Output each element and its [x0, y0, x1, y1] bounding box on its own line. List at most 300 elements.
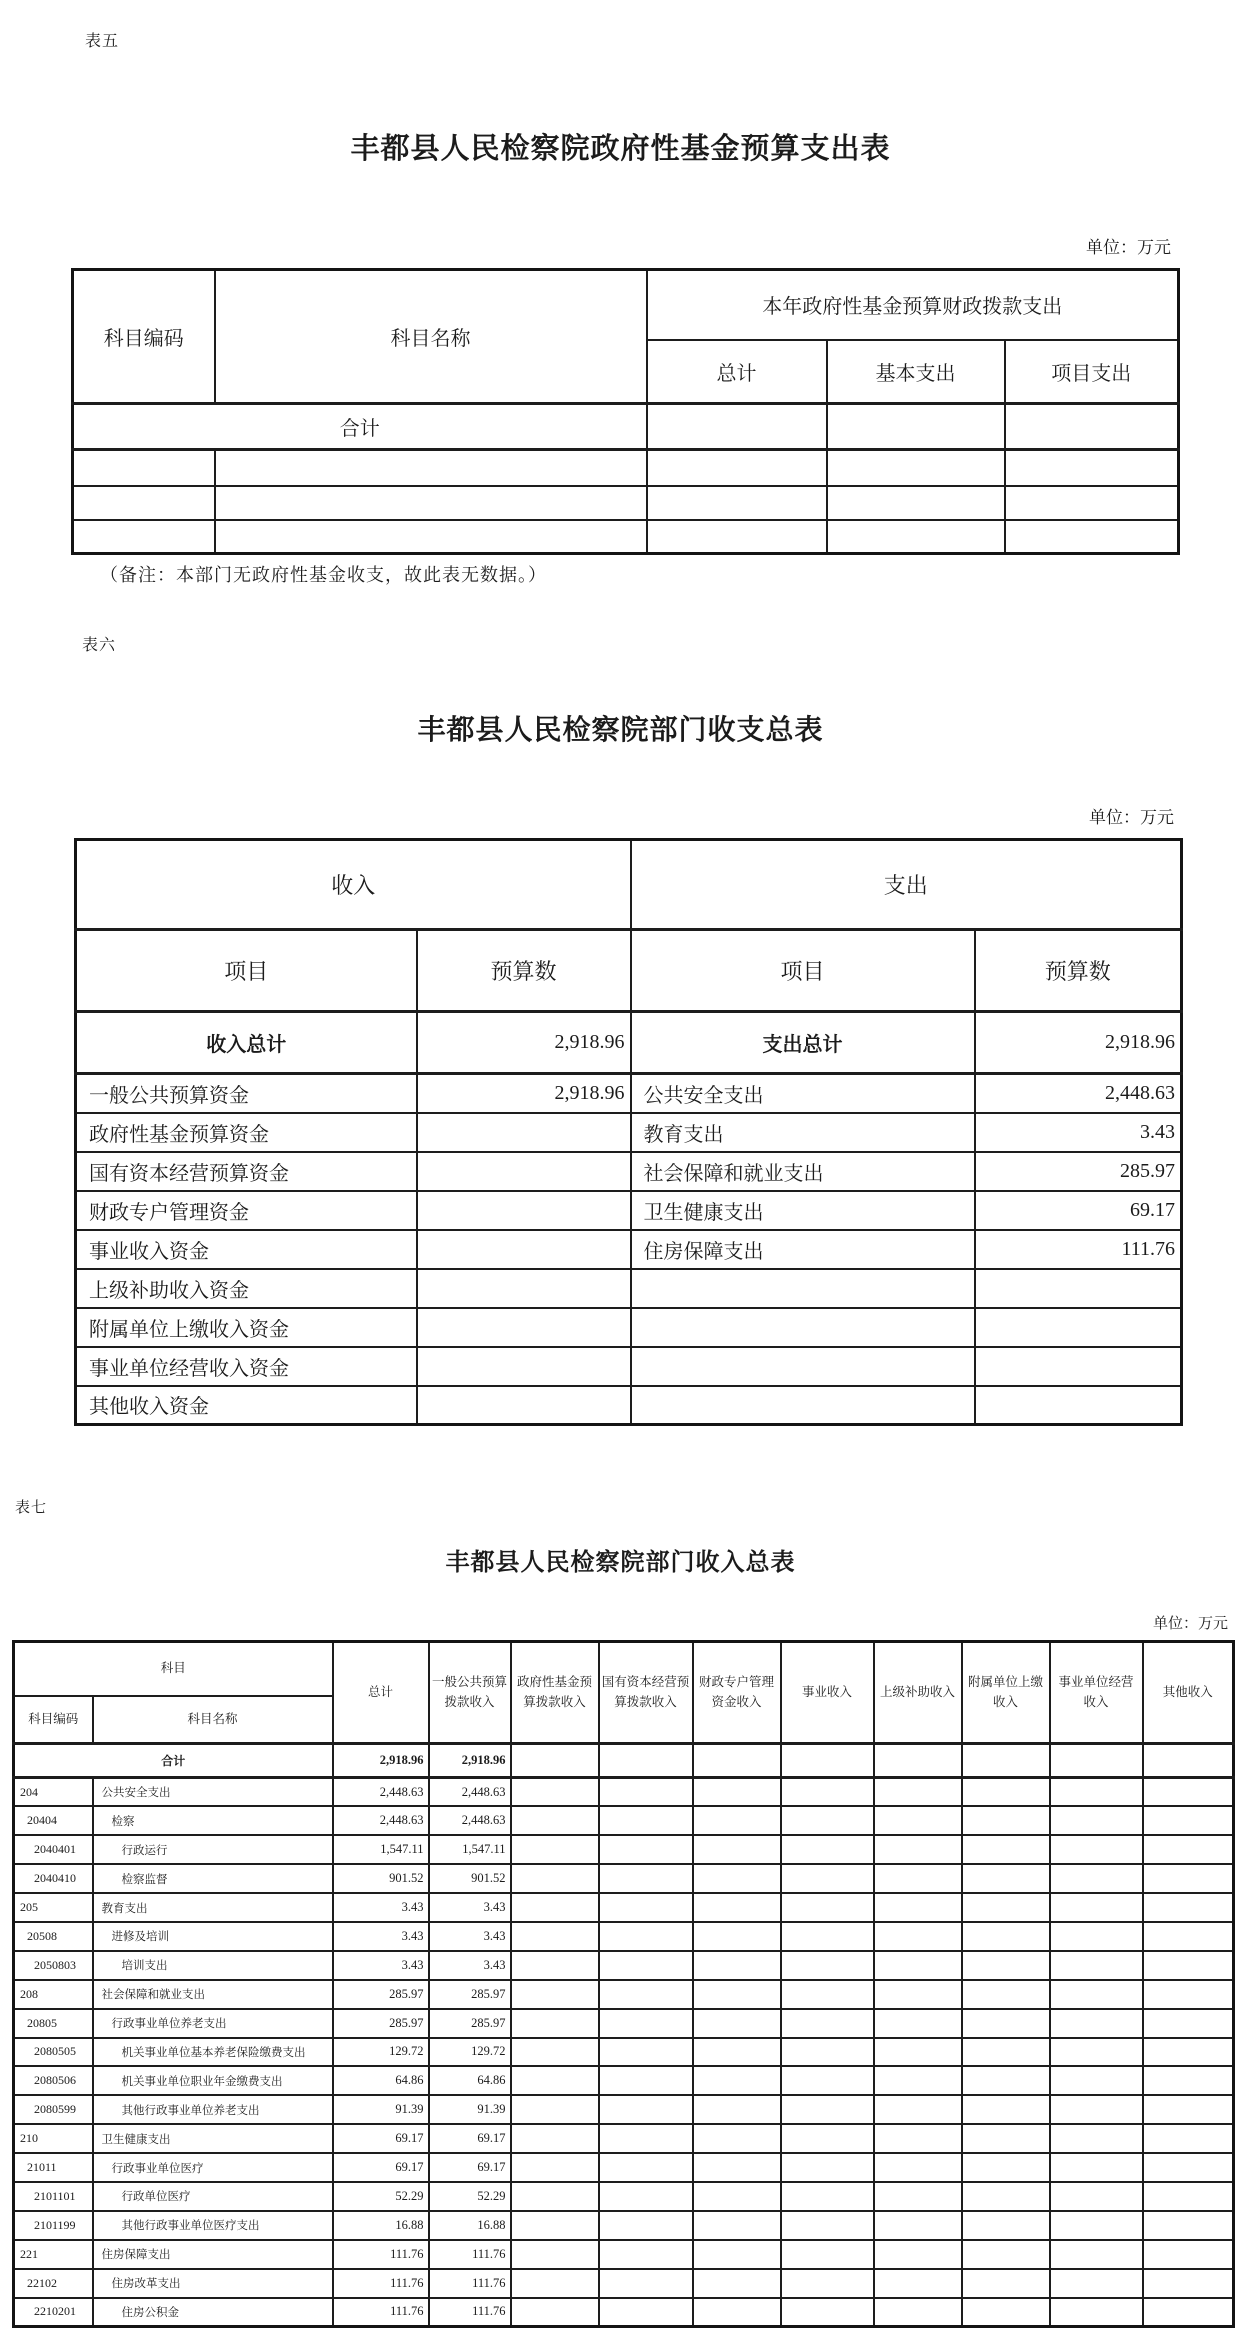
empty-cell: [511, 2298, 599, 2327]
empty-cell: [827, 450, 1005, 486]
empty-cell: [599, 2038, 693, 2067]
empty-cell: [599, 2211, 693, 2240]
t7-name-cell: 社会保障和就业支出: [93, 1980, 333, 2009]
empty-cell: [511, 1980, 599, 2009]
empty-cell: [1050, 2095, 1143, 2124]
empty-cell: [962, 2095, 1050, 2124]
empty-cell: [962, 2124, 1050, 2153]
empty-cell: [693, 1864, 781, 1893]
empty-cell: [693, 1922, 781, 1951]
t7-header-col-superior-subsidy: 上级补助收入: [874, 1642, 962, 1744]
empty-cell: [511, 2038, 599, 2067]
empty-cell: [511, 1893, 599, 1922]
empty-cell: [511, 2066, 599, 2095]
t7-code-cell: 2080599: [14, 2095, 93, 2124]
table-row: [76, 1230, 1182, 1269]
t7-general-cell: 111.76: [429, 2298, 511, 2327]
empty-cell: [1050, 2182, 1143, 2211]
empty-cell: [511, 1951, 599, 1980]
empty-cell: [874, 1864, 962, 1893]
t6-expense-item: [631, 1347, 975, 1386]
empty-cell: [1143, 2240, 1234, 2269]
t7-total-cell: 3.43: [333, 1951, 429, 1980]
empty-cell: [874, 2182, 962, 2211]
table-row: [76, 1269, 1182, 1308]
t7-general-cell: 1,547.11: [429, 1835, 511, 1864]
t6-income-total-label: 收入总计: [76, 1012, 417, 1074]
t7-header-col-general-public: 一般公共预算拨款收入: [429, 1642, 511, 1744]
empty-cell: [827, 486, 1005, 520]
empty-cell: [1050, 1980, 1143, 2009]
table-row: [14, 1778, 1234, 1807]
t6-income-value: [417, 1191, 631, 1230]
t7-total-cell: 16.88: [333, 2211, 429, 2240]
t7-name-cell: 住房改革支出: [93, 2269, 333, 2298]
t6-expense-item: [631, 1308, 975, 1347]
t7-total-cell: 111.76: [333, 2269, 429, 2298]
empty-cell: [599, 1744, 693, 1778]
table-row: [14, 1893, 1234, 1922]
empty-cell: [215, 486, 647, 520]
empty-cell: [874, 1893, 962, 1922]
empty-cell: [1143, 2211, 1234, 2240]
t7-total-cell: 3.43: [333, 1893, 429, 1922]
empty-cell: [647, 486, 827, 520]
empty-cell: [599, 2240, 693, 2269]
t6-income-item: 附属单位上缴收入资金: [76, 1308, 417, 1347]
table-row: [14, 2038, 1234, 2067]
t7-code-cell: 20404: [14, 1806, 93, 1835]
empty-cell: [781, 1864, 874, 1893]
empty-cell: [693, 1835, 781, 1864]
empty-cell: [1143, 2009, 1234, 2038]
empty-cell: [599, 1778, 693, 1807]
t7-general-cell: 69.17: [429, 2124, 511, 2153]
empty-cell: [647, 404, 827, 450]
t6-expense-item: 住房保障支出: [631, 1230, 975, 1269]
t6-expense-value: [975, 1308, 1182, 1347]
table-row: [14, 2211, 1234, 2240]
t6-header-budget-expense: 预算数: [975, 930, 1182, 1012]
t6-income-value: [417, 1230, 631, 1269]
t5-header-code: 科目编码: [73, 270, 215, 404]
t7-total-row-label: 合计: [14, 1744, 333, 1778]
empty-cell: [1005, 404, 1179, 450]
t7-total-cell: 111.76: [333, 2298, 429, 2327]
t7-code-cell: 204: [14, 1778, 93, 1807]
empty-cell: [693, 1744, 781, 1778]
empty-cell: [1143, 2153, 1234, 2182]
t5-header-total: 总计: [647, 340, 827, 404]
empty-cell: [599, 1922, 693, 1951]
t7-general-cell: 901.52: [429, 1864, 511, 1893]
empty-cell: [599, 2095, 693, 2124]
t7-code-cell: 2080505: [14, 2038, 93, 2067]
empty-cell: [1050, 1893, 1143, 1922]
table-row: [73, 520, 1179, 554]
empty-cell: [1050, 1864, 1143, 1893]
t7-general-cell: 111.76: [429, 2240, 511, 2269]
t6-expense-value: 111.76: [975, 1230, 1182, 1269]
t6-header-expense: 支出: [631, 840, 1182, 930]
table-row: [14, 1951, 1234, 1980]
table-row: [76, 840, 1182, 930]
empty-cell: [962, 1778, 1050, 1807]
empty-cell: [511, 2124, 599, 2153]
t7-total-cell: 2,448.63: [333, 1778, 429, 1807]
t7-general-cell: 2,448.63: [429, 1778, 511, 1807]
t7-total-cell: 3.43: [333, 1922, 429, 1951]
table-row: [14, 1642, 1234, 1696]
t7-name-cell: 公共安全支出: [93, 1778, 333, 1807]
t7-header-col-state-capital: 国有资本经营预算拨款收入: [599, 1642, 693, 1744]
t6-expense-item: 公共安全支出: [631, 1074, 975, 1113]
empty-cell: [781, 1778, 874, 1807]
t7-name-cell: 其他行政事业单位养老支出: [93, 2095, 333, 2124]
empty-cell: [962, 1980, 1050, 2009]
empty-cell: [1050, 1744, 1143, 1778]
t7-total-cell: 69.17: [333, 2124, 429, 2153]
t5-header-name: 科目名称: [215, 270, 647, 404]
empty-cell: [962, 1864, 1050, 1893]
t6-income-value: [417, 1386, 631, 1425]
empty-cell: [874, 2009, 962, 2038]
t7-code-cell: 2050803: [14, 1951, 93, 1980]
empty-cell: [781, 2066, 874, 2095]
t6-expense-value: 285.97: [975, 1152, 1182, 1191]
t7-total-cell: 111.76: [333, 2240, 429, 2269]
empty-cell: [781, 1835, 874, 1864]
table6-title: 丰都县人民检察院部门收支总表: [417, 715, 824, 746]
empty-cell: [781, 1922, 874, 1951]
empty-cell: [1143, 2298, 1234, 2327]
table-row: [76, 930, 1182, 1012]
empty-cell: [1143, 1835, 1234, 1864]
t7-general-cell: 111.76: [429, 2269, 511, 2298]
t7-name-cell: 检察监督: [93, 1864, 333, 1893]
table-row: [76, 1074, 1182, 1113]
t7-name-cell: 行政事业单位医疗: [93, 2153, 333, 2182]
empty-cell: [511, 1806, 599, 1835]
empty-cell: [511, 1922, 599, 1951]
empty-cell: [1143, 1922, 1234, 1951]
t6-income-value: [417, 1347, 631, 1386]
empty-cell: [511, 2182, 599, 2211]
empty-cell: [1050, 2124, 1143, 2153]
t6-expense-value: [975, 1269, 1182, 1308]
t7-header-col-total: 总计: [333, 1642, 429, 1744]
empty-cell: [599, 2182, 693, 2211]
empty-cell: [693, 2211, 781, 2240]
t7-general-cell: 285.97: [429, 2009, 511, 2038]
empty-cell: [693, 2240, 781, 2269]
table-row: [73, 270, 1179, 340]
table-row: [14, 1922, 1234, 1951]
empty-cell: [874, 1980, 962, 2009]
t7-header-col-fiscal-account: 财政专户管理资金收入: [693, 1642, 781, 1744]
t7-total-cell: 1,547.11: [333, 1835, 429, 1864]
empty-cell: [511, 2211, 599, 2240]
table-row: [14, 2124, 1234, 2153]
t6-expense-total-label: 支出总计: [631, 1012, 975, 1074]
empty-cell: [693, 2009, 781, 2038]
empty-cell: [693, 2153, 781, 2182]
t7-code-cell: 20805: [14, 2009, 93, 2038]
t5-total-row-label: 合计: [73, 404, 647, 450]
empty-cell: [1005, 486, 1179, 520]
empty-cell: [511, 1744, 599, 1778]
empty-cell: [693, 1806, 781, 1835]
empty-cell: [1050, 1835, 1143, 1864]
t7-name-cell: 行政事业单位养老支出: [93, 2009, 333, 2038]
empty-cell: [874, 2298, 962, 2327]
empty-cell: [73, 450, 215, 486]
table-row: [14, 2298, 1234, 2327]
empty-cell: [599, 2298, 693, 2327]
empty-cell: [962, 1835, 1050, 1864]
empty-cell: [1050, 2009, 1143, 2038]
empty-cell: [599, 2066, 693, 2095]
t7-total-row-total: 2,918.96: [333, 1744, 429, 1778]
t7-code-cell: 20508: [14, 1922, 93, 1951]
table7-unit-label: 单位：万元: [1152, 1616, 1228, 1632]
empty-cell: [599, 1806, 693, 1835]
t7-code-cell: 2040410: [14, 1864, 93, 1893]
t6-expense-value: 3.43: [975, 1113, 1182, 1152]
t7-code-cell: 205: [14, 1893, 93, 1922]
empty-cell: [781, 2038, 874, 2067]
empty-cell: [1143, 1893, 1234, 1922]
empty-cell: [693, 1893, 781, 1922]
t7-total-cell: 69.17: [333, 2153, 429, 2182]
empty-cell: [874, 1951, 962, 1980]
t6-header-income: 收入: [76, 840, 631, 930]
empty-cell: [781, 2153, 874, 2182]
empty-cell: [962, 2066, 1050, 2095]
empty-cell: [693, 2298, 781, 2327]
empty-cell: [781, 1951, 874, 1980]
t7-total-cell: 64.86: [333, 2066, 429, 2095]
t6-header-item-income: 项目: [76, 930, 417, 1012]
table6-unit-label: 单位：万元: [1089, 808, 1174, 827]
t6-income-item: 政府性基金预算资金: [76, 1113, 417, 1152]
t7-name-cell: 住房公积金: [93, 2298, 333, 2327]
empty-cell: [874, 1835, 962, 1864]
table-row: [73, 450, 1179, 486]
t6-header-budget-income: 预算数: [417, 930, 631, 1012]
t6-expense-item: [631, 1269, 975, 1308]
empty-cell: [599, 1980, 693, 2009]
empty-cell: [511, 2009, 599, 2038]
empty-cell: [511, 2240, 599, 2269]
empty-cell: [1050, 1922, 1143, 1951]
empty-cell: [874, 1778, 962, 1807]
empty-cell: [693, 2066, 781, 2095]
table-row: [14, 2009, 1234, 2038]
empty-cell: [511, 1864, 599, 1893]
table-row: [14, 2153, 1234, 2182]
table7-title: 丰都县人民检察院部门收入总表: [445, 1550, 796, 1576]
t7-header-col-operating-income: 事业单位经营收入: [1050, 1642, 1143, 1744]
t6-income-value: 2,918.96: [417, 1074, 631, 1113]
empty-cell: [1050, 1806, 1143, 1835]
table-row: [76, 1386, 1182, 1425]
empty-cell: [781, 2124, 874, 2153]
t7-total-cell: 129.72: [333, 2038, 429, 2067]
empty-cell: [781, 2009, 874, 2038]
t7-name-cell: 教育支出: [93, 1893, 333, 1922]
table6-income-expense-summary: [74, 838, 1183, 1426]
empty-cell: [781, 2211, 874, 2240]
empty-cell: [511, 2095, 599, 2124]
t6-income-total-value: 2,918.96: [417, 1012, 631, 1074]
empty-cell: [1143, 1864, 1234, 1893]
empty-cell: [781, 2298, 874, 2327]
table6-tag: 表六: [82, 637, 117, 654]
t7-name-cell: 机关事业单位职业年金缴费支出: [93, 2066, 333, 2095]
empty-cell: [962, 2211, 1050, 2240]
empty-cell: [1143, 2124, 1234, 2153]
t6-income-value: [417, 1152, 631, 1191]
table-row: [76, 1347, 1182, 1386]
empty-cell: [599, 2124, 693, 2153]
empty-cell: [874, 1744, 962, 1778]
t7-code-cell: 22102: [14, 2269, 93, 2298]
empty-cell: [874, 1806, 962, 1835]
t5-header-basic: 基本支出: [827, 340, 1005, 404]
empty-cell: [1143, 2066, 1234, 2095]
table-row: [73, 404, 1179, 450]
t7-code-cell: 2040401: [14, 1835, 93, 1864]
empty-cell: [693, 1778, 781, 1807]
t7-name-cell: 进修及培训: [93, 1922, 333, 1951]
table5-unit-label: 单位：万元: [1086, 238, 1171, 257]
empty-cell: [693, 2182, 781, 2211]
table5-tag: 表五: [85, 33, 120, 50]
t7-name-cell: 培训支出: [93, 1951, 333, 1980]
t7-code-cell: 210: [14, 2124, 93, 2153]
empty-cell: [874, 2038, 962, 2067]
empty-cell: [73, 486, 215, 520]
t7-total-row-general: 2,918.96: [429, 1744, 511, 1778]
empty-cell: [1143, 2038, 1234, 2067]
empty-cell: [693, 2038, 781, 2067]
empty-cell: [962, 2298, 1050, 2327]
empty-cell: [1143, 1951, 1234, 1980]
empty-cell: [781, 1806, 874, 1835]
t7-general-cell: 3.43: [429, 1922, 511, 1951]
t6-expense-item: 社会保障和就业支出: [631, 1152, 975, 1191]
empty-cell: [827, 520, 1005, 554]
t7-code-cell: 2210201: [14, 2298, 93, 2327]
table5-note: （备注：本部门无政府性基金收支，故此表无数据。）: [100, 565, 547, 585]
table-row: [76, 1152, 1182, 1191]
empty-cell: [215, 450, 647, 486]
t7-total-cell: 52.29: [333, 2182, 429, 2211]
t7-code-cell: 2080506: [14, 2066, 93, 2095]
empty-cell: [1050, 2240, 1143, 2269]
table-row: [14, 2269, 1234, 2298]
empty-cell: [962, 2182, 1050, 2211]
table-row: [73, 486, 1179, 520]
empty-cell: [1050, 2211, 1143, 2240]
empty-cell: [962, 1806, 1050, 1835]
table-row: [14, 2066, 1234, 2095]
empty-cell: [962, 1951, 1050, 1980]
t6-expense-item: 教育支出: [631, 1113, 975, 1152]
t5-header-project: 项目支出: [1005, 340, 1179, 404]
empty-cell: [962, 1922, 1050, 1951]
empty-cell: [215, 520, 647, 554]
t6-income-value: [417, 1269, 631, 1308]
empty-cell: [962, 2153, 1050, 2182]
t7-total-cell: 91.39: [333, 2095, 429, 2124]
empty-cell: [1050, 2038, 1143, 2067]
t7-name-cell: 机关事业单位基本养老保险缴费支出: [93, 2038, 333, 2067]
table-row: [14, 1980, 1234, 2009]
empty-cell: [599, 1864, 693, 1893]
empty-cell: [874, 2153, 962, 2182]
t7-name-cell: 行政运行: [93, 1835, 333, 1864]
empty-cell: [1143, 2182, 1234, 2211]
t7-general-cell: 52.29: [429, 2182, 511, 2211]
empty-cell: [781, 2269, 874, 2298]
empty-cell: [599, 2009, 693, 2038]
empty-cell: [599, 1893, 693, 1922]
empty-cell: [962, 2009, 1050, 2038]
empty-cell: [73, 520, 215, 554]
empty-cell: [693, 1980, 781, 2009]
empty-cell: [647, 450, 827, 486]
empty-cell: [874, 2095, 962, 2124]
empty-cell: [874, 2240, 962, 2269]
t7-total-cell: 285.97: [333, 1980, 429, 2009]
empty-cell: [693, 2095, 781, 2124]
empty-cell: [781, 1893, 874, 1922]
t6-expense-value: 2,448.63: [975, 1074, 1182, 1113]
t7-code-cell: 208: [14, 1980, 93, 2009]
t7-general-cell: 3.43: [429, 1951, 511, 1980]
table5-title: 丰都县人民检察院政府性基金预算支出表: [350, 133, 891, 165]
empty-cell: [1005, 450, 1179, 486]
empty-cell: [599, 1951, 693, 1980]
t6-expense-item: [631, 1386, 975, 1425]
empty-cell: [874, 2124, 962, 2153]
empty-cell: [1050, 2153, 1143, 2182]
empty-cell: [781, 2182, 874, 2211]
t6-income-item: 一般公共预算资金: [76, 1074, 417, 1113]
t6-income-item: 国有资本经营预算资金: [76, 1152, 417, 1191]
t7-header-col-business-income: 事业收入: [781, 1642, 874, 1744]
t6-income-item: 财政专户管理资金: [76, 1191, 417, 1230]
t7-header-col-other-income: 其他收入: [1143, 1642, 1234, 1744]
empty-cell: [781, 1744, 874, 1778]
t6-income-value: [417, 1113, 631, 1152]
empty-cell: [599, 2153, 693, 2182]
empty-cell: [1143, 1778, 1234, 1807]
t6-income-item: 上级补助收入资金: [76, 1269, 417, 1308]
empty-cell: [1050, 2066, 1143, 2095]
t6-expense-value: [975, 1386, 1182, 1425]
t7-general-cell: 3.43: [429, 1893, 511, 1922]
t6-income-value: [417, 1308, 631, 1347]
table7-department-income-summary: [12, 1640, 1235, 2328]
t7-header-code: 科目编码: [14, 1696, 93, 1744]
empty-cell: [874, 1922, 962, 1951]
empty-cell: [962, 2240, 1050, 2269]
empty-cell: [1050, 1778, 1143, 1807]
t6-expense-total-value: 2,918.96: [975, 1012, 1182, 1074]
